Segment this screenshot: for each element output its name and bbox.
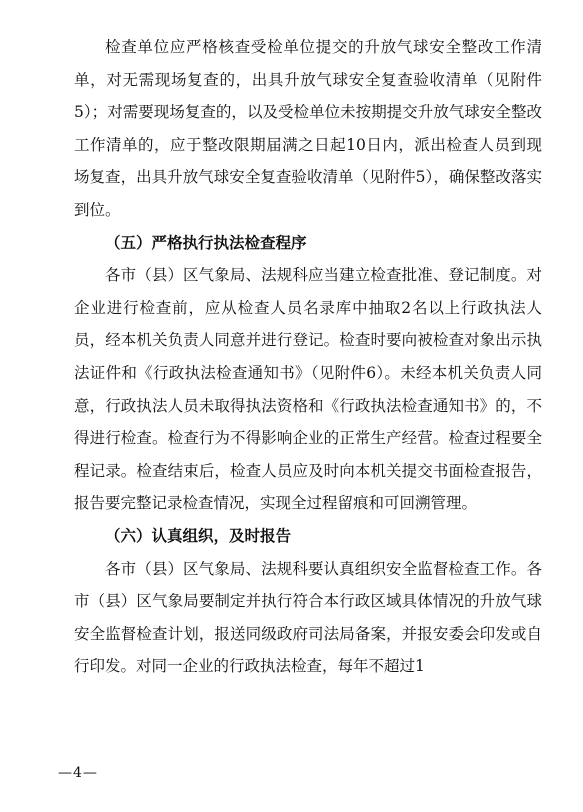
section-heading-inspection-procedure: （五）严格执行执法检查程序 <box>105 233 307 252</box>
paragraph-organize-report: 各市（县）区气象局、法规科要认真组织安全监督检查工作。各市（县）区气象局要制定并执行符合本行政区域具体情况的升放气球安全监督检查计划，报送同级政府司法局备案，并报安委会印发或自行印发。对同一企业的行政执法检查，每年不超过1 <box>74 559 542 676</box>
section-heading-organize-report: （六）认真组织，及时报告 <box>105 526 292 545</box>
paragraph-rectification-review: 检查单位应严格核查受检单位提交的升放气球安全整改工作清单，对无需现场复查的，出具升放气球安全复查验收清单（见附件5）；对需要现场复查的，以及受检单位未按期提交升放气球安全整改工作清单的，应于整改限期届满之日起10日内，派出检查人员到现场复查，出具升放气球安全复查验收清单（见附件5），确保整改落实到位。 <box>74 38 542 219</box>
paragraph-inspection-procedure: 各市（县）区气象局、法规科应当建立检查批准、登记制度。对企业进行检查前，应从检查人员名录库中抽取2名以上行政执法人员，经本机关负责人同意并进行登记。检查时要向被检查对象出示执法证件和《行政执法检查通知书》（见附件6）。未经本机关负责人同意，行政执法人员未取得执法资格和《行政执法检查通知书》的，不得进行检查。检查行为不得影响企业的正常生产经营。检查过程要全程记录。检查结束后，检查人员应及时向本机关提交书面检查报告，报告要完整记录检查情况，实现全过程留痕和可回溯管理。 <box>74 266 542 513</box>
document-body <box>74 31 542 683</box>
page-number: —4— <box>58 765 98 781</box>
